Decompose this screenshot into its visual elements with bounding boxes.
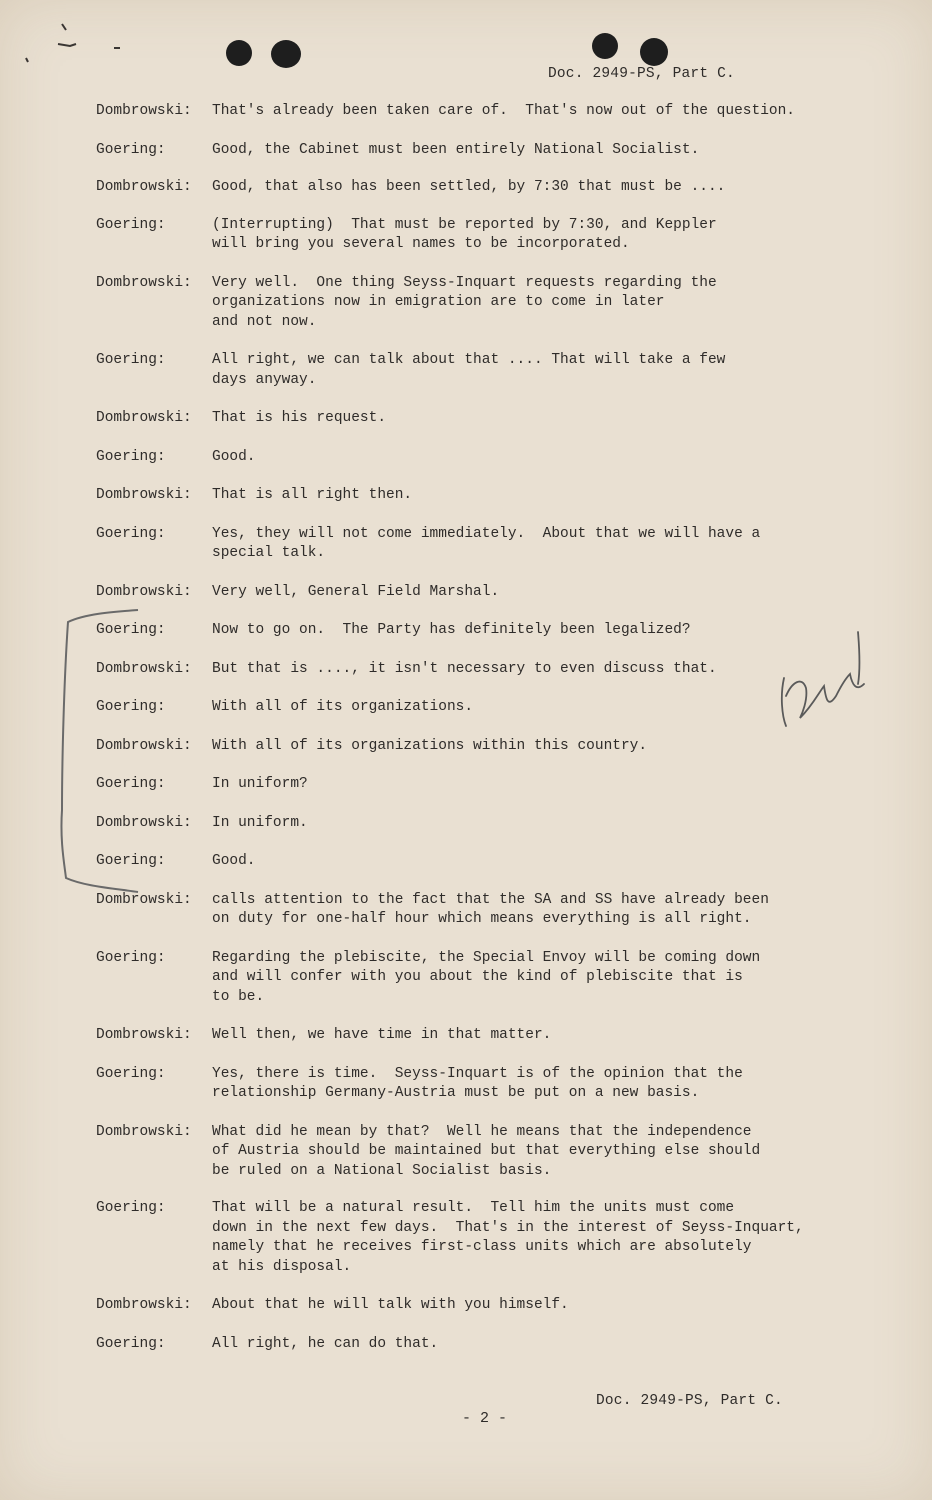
dialogue-entry (96, 274, 886, 333)
stray-ink-marks (18, 18, 158, 98)
dialogue-text: Good. (212, 448, 256, 465)
dialogue-text: Good, that also has been settled, by 7:30 that must be .... (212, 179, 726, 195)
footer-doc-reference: Doc. 2949-PS, Part C. (596, 1393, 783, 1409)
speaker-name: Dombrowski: (96, 1297, 192, 1313)
dialogue-entry (96, 660, 886, 680)
dialogue-entry (96, 141, 886, 161)
dialogue-entry (96, 737, 886, 757)
dialogue-entry (96, 814, 886, 834)
dialogue-entry (96, 949, 886, 1008)
dialogue-entry (96, 102, 886, 122)
speaker-name: Dombrowski: (96, 660, 192, 677)
speaker-name: Goering: (96, 448, 166, 465)
dialogue-entry (96, 216, 886, 255)
speaker-name: Dombrowski: (96, 410, 192, 426)
speaker-name: Goering: (96, 525, 166, 542)
speaker-name: Goering: (96, 1200, 166, 1216)
speaker-name: Goering: (96, 853, 166, 869)
speaker-name: Dombrowski: (96, 814, 192, 831)
punch-hole (271, 40, 301, 68)
punch-hole (226, 40, 252, 66)
dialogue-text: Yes, they will not come immediately. About that we will have a special talk. (212, 525, 761, 561)
dialogue-entry (96, 409, 886, 429)
dialogue-text: (Interrupting) That must be reported by 7:30, and Keppler will bring you several names to be incorporated. (212, 216, 717, 252)
dialogue-text: Very well. One thing Seyss-Inquart requests regarding the organizations now in emigration are to come in later and not now. (212, 274, 717, 330)
dialogue-entry (96, 1026, 886, 1046)
dialogue-text: That is all right then. (212, 487, 413, 503)
dialogue-text: That will be a natural result. Tell him the units must come down in the next few days. That's in the interest of Seyss-Inquart, namely that he receives first-class units which are absolutely at his disposal. (212, 1200, 804, 1275)
dialogue-text: That's already been taken care of. That's now out of the question. (212, 103, 795, 119)
dialogue-entry (96, 698, 886, 718)
speaker-name: Dombrowski: (96, 179, 192, 195)
dialogue-text: All right, we can talk about that .... That will take a few days anyway. (212, 352, 726, 388)
speaker-name: Dombrowski: (96, 274, 192, 291)
speaker-name: Goering: (96, 699, 166, 715)
dialogue-text: But that is ...., it isn't necessary to even discuss that. (212, 660, 717, 677)
dialogue-text: Yes, there is time. Seyss-Inquart is of the opinion that the relationship Germany-Austria must be put on a new basis. (212, 1065, 743, 1101)
speaker-name: Goering: (96, 1065, 166, 1082)
dialogue-text: All right, he can do that. (212, 1335, 439, 1352)
dialogue-text: Regarding the plebiscite, the Special Envoy will be coming down and will confer with you about the kind of plebiscite that is to be. (212, 949, 761, 1005)
dialogue-text: About that he will talk with you himself. (212, 1297, 569, 1313)
dialogue-entry (96, 1199, 886, 1277)
punch-hole (592, 33, 618, 59)
speaker-name: Goering: (96, 776, 166, 792)
dialogue-entry (96, 178, 886, 198)
dialogue-text: Well then, we have time in that matter. (212, 1027, 552, 1043)
speaker-name: Goering: (96, 1335, 166, 1352)
dialogue-entry (96, 351, 886, 390)
dialogue-entry (96, 486, 886, 506)
speaker-name: Dombrowski: (96, 487, 192, 503)
speaker-name: Goering: (96, 141, 166, 158)
dialogue-text: Good. (212, 853, 256, 869)
speaker-name: Goering: (96, 622, 166, 638)
dialogue-text: In uniform? (212, 776, 308, 792)
speaker-name: Dombrowski: (96, 583, 192, 600)
dialogue-text: calls attention to the fact that the SA and SS have already been on duty for one-half hour which means everything is all right. (212, 891, 769, 927)
speaker-name: Dombrowski: (96, 891, 192, 908)
dialogue-text: Very well, General Field Marshal. (212, 583, 500, 600)
speaker-name: Dombrowski: (96, 1027, 192, 1043)
dialogue-entry (96, 1296, 886, 1316)
speaker-name: Dombrowski: (96, 103, 192, 119)
dialogue-text: That is his request. (212, 410, 387, 426)
dialogue-entry (96, 1065, 886, 1104)
dialogue-entry (96, 852, 886, 872)
dialogue-entry (96, 891, 886, 930)
dialogue-entry (96, 525, 886, 564)
dialogue-entry (96, 1123, 886, 1182)
speaker-name: Goering: (96, 352, 166, 368)
dialogue-entry (96, 583, 886, 603)
dialogue-text: With all of its organizations. (212, 699, 474, 715)
transcript (96, 102, 886, 1354)
punch-hole (640, 38, 668, 66)
speaker-name: Goering: (96, 949, 166, 966)
dialogue-entry (96, 448, 886, 468)
header-doc-reference: Doc. 2949-PS, Part C. (548, 66, 735, 82)
dialogue-text: Good, the Cabinet must been entirely National Socialist. (212, 141, 700, 158)
dialogue-text: In uniform. (212, 814, 308, 831)
dialogue-text: With all of its organizations within this country. (212, 737, 648, 754)
dialogue-entry (96, 621, 886, 641)
speaker-name: Dombrowski: (96, 737, 192, 754)
dialogue-text: Now to go on. The Party has definitely been legalized? (212, 622, 691, 638)
dialogue-entry (96, 1335, 886, 1355)
speaker-name: Dombrowski: (96, 1123, 192, 1140)
page-number: - 2 - (462, 1410, 508, 1427)
dialogue-text: What did he mean by that? Well he means that the independence of Austria should be maintained but that everything else should be ruled on a National Socialist basis. (212, 1123, 761, 1179)
dialogue-entry (96, 775, 886, 795)
speaker-name: Goering: (96, 216, 166, 233)
